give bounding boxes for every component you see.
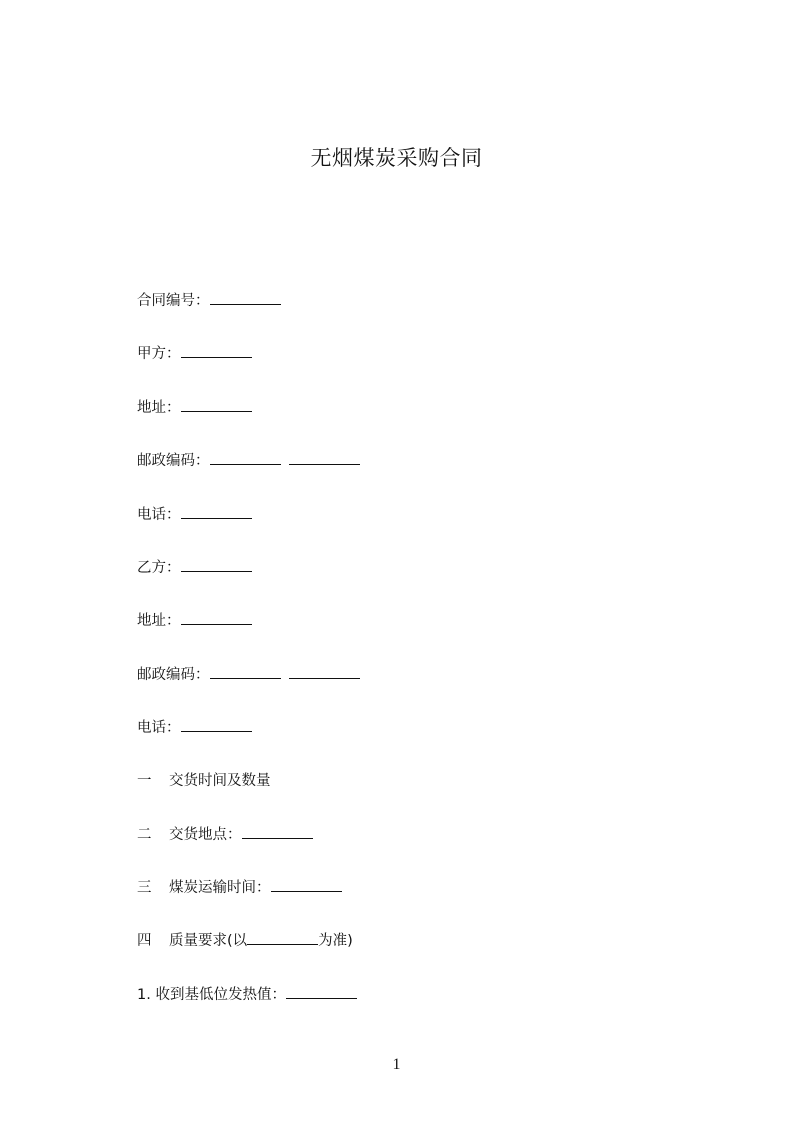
item-1-text: 1. 收到基低位发热值： [137,987,286,1003]
quality-standard-blank[interactable] [247,931,318,945]
section-1-number: 一 [137,773,152,789]
party-a-postcode-line [137,451,360,471]
section-1-text: 交货时间及数量 [169,773,271,789]
delivery-location-blank[interactable] [242,825,313,839]
party-b-postcode-label: 邮政编码： [137,667,210,683]
section-1-heading [137,771,271,791]
page-number: 1 [392,1056,401,1073]
section-4-text-before: 质量要求(以 [169,933,248,949]
party-b-postcode-line [137,665,360,685]
contract-number-line [137,291,281,311]
party-b-address-label: 地址： [137,613,181,629]
item-1-line [137,985,357,1005]
party-b-postcode-blank-2[interactable] [289,665,360,679]
section-3-heading [137,878,342,898]
party-a-label: 甲方： [137,346,181,362]
party-a-address-line [137,398,252,418]
party-b-phone-blank[interactable] [181,718,252,732]
party-a-phone-line [137,505,252,525]
party-a-postcode-label: 邮政编码： [137,453,210,469]
party-b-phone-line [137,718,252,738]
contract-number-blank[interactable] [210,291,281,305]
section-2-number: 二 [137,827,152,843]
party-b-address-blank[interactable] [181,611,252,625]
document-title: 无烟煤炭采购合同 [310,146,483,170]
party-a-address-label: 地址： [137,400,181,416]
transport-time-blank[interactable] [271,878,342,892]
contract-number-label: 合同编号： [137,293,210,309]
party-a-postcode-blank-2[interactable] [289,451,360,465]
party-a-blank[interactable] [181,344,252,358]
party-b-phone-label: 电话： [137,720,181,736]
party-a-phone-blank[interactable] [181,505,252,519]
calorific-value-blank[interactable] [286,985,357,999]
party-a-line [137,344,252,364]
party-a-phone-label: 电话： [137,507,181,523]
party-b-postcode-blank-1[interactable] [210,665,281,679]
party-a-address-blank[interactable] [181,398,252,412]
section-4-heading [137,931,353,951]
party-b-address-line [137,611,252,631]
section-4-text-after: 为准) [318,933,353,949]
party-b-label: 乙方： [137,560,181,576]
section-2-text: 交货地点： [169,827,242,843]
party-b-blank[interactable] [181,558,252,572]
party-b-line [137,558,252,578]
section-3-number: 三 [137,880,152,896]
section-4-number: 四 [137,933,152,949]
section-2-heading [137,825,313,845]
party-a-postcode-blank-1[interactable] [210,451,281,465]
section-3-text: 煤炭运输时间： [169,880,271,896]
